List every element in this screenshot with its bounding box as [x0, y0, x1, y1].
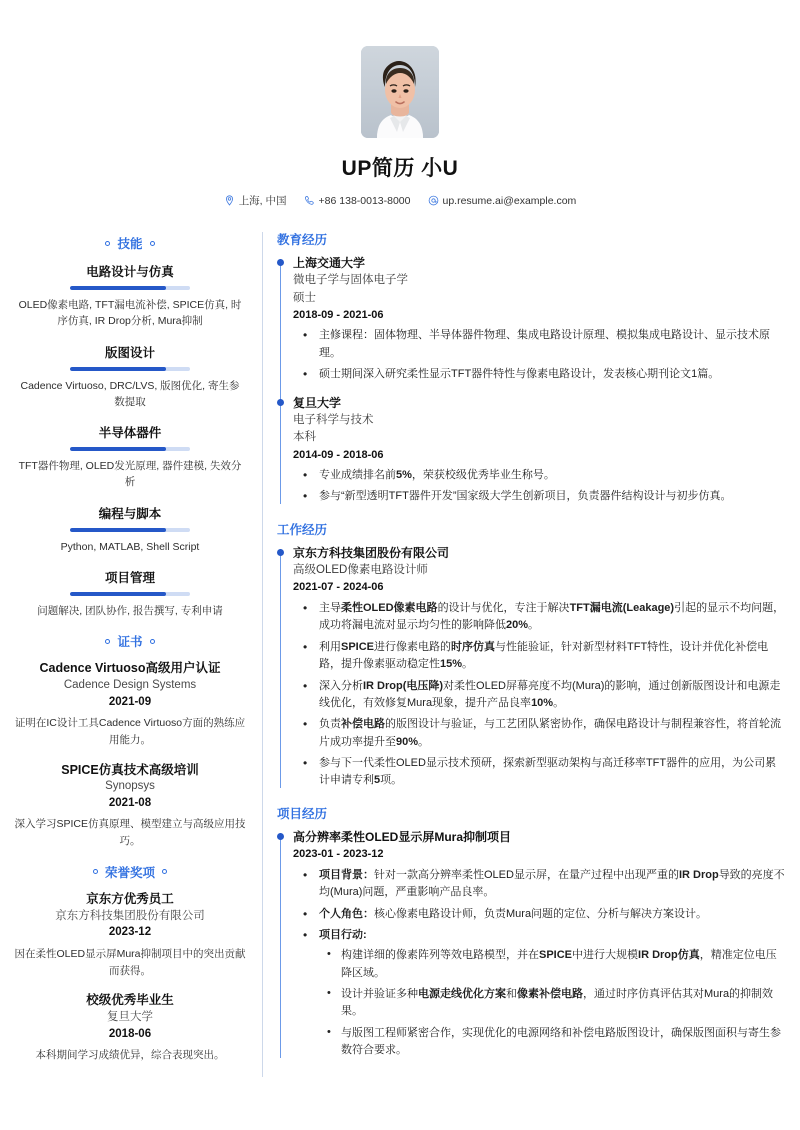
skill-level-fill	[70, 367, 166, 371]
credential-item	[10, 762, 250, 850]
contact-location	[224, 193, 287, 208]
bullet-item: • 主修课程：固体物理、半导体器件物理、集成电路设计原理、模拟集成电路设计、显示技术原理。	[293, 327, 786, 362]
credential-item	[10, 660, 250, 748]
bullet-item: • 个人角色：核心像素电路设计师，负责Mura问题的定位、分析与解决方案设计。	[293, 906, 786, 923]
section-work	[277, 520, 786, 790]
page-title: UP简历 小U	[341, 157, 459, 180]
section-education	[277, 230, 786, 506]
skill-description: Cadence Virtuoso, DRC/LVS, 版图优化, 寄生参数提取	[20, 379, 240, 408]
date-range: 2014-09 - 2018-06	[293, 448, 384, 461]
skill-level-bar	[70, 528, 190, 532]
credential-title: 校级优秀毕业生	[86, 993, 174, 1008]
skill-description: OLED像素电路, TFT漏电流补偿, SPICE仿真, 时序仿真, IR Drop分析, Mura抑制	[18, 299, 242, 328]
education-bullets	[293, 327, 786, 383]
contact-phone	[304, 195, 411, 207]
skill-description: Python, MATLAB, Shell Script	[60, 540, 200, 553]
work-entry	[293, 545, 786, 790]
work-bullets	[293, 600, 786, 790]
skill-name: 电路设计与仿真	[86, 265, 174, 279]
sidebar	[10, 230, 262, 1077]
education-entry	[293, 255, 786, 384]
education-entry	[293, 395, 786, 506]
sidebar-section-skills-title	[10, 234, 250, 252]
skill-level-fill	[70, 447, 166, 451]
degree: 硕士	[293, 291, 316, 304]
credential-description: 证明在IC设计工具Cadence Virtuoso方面的熟练应用能力。	[14, 716, 246, 746]
bullet-item: • 专业成绩排名前5%，荣获校级优秀毕业生称号。	[293, 467, 786, 484]
credential-description: 因在柔性OLED显示屏Mura抑制项目中的突出贡献而获得。	[14, 947, 246, 977]
ring-right-icon	[150, 639, 155, 644]
credential-title: SPICE仿真技术高级培训	[61, 762, 199, 777]
ring-left-icon	[93, 869, 98, 874]
credential-org: Cadence Design Systems	[63, 679, 197, 691]
skills-title-text: 技能	[117, 237, 143, 251]
sub-bullet-item: • 构建详细的像素阵列等效电路模型，并在SPICE中进行大规模IR Drop仿真，精准定位电压降区域。	[319, 947, 786, 982]
skill-level-fill	[70, 286, 166, 290]
work-title: 工作经历	[277, 522, 328, 537]
degree: 本科	[293, 431, 316, 444]
education-timeline	[277, 255, 786, 506]
skill-level-bar	[70, 286, 190, 290]
sub-bullet-item: • 与版图工程师紧密合作，实现优化的电源网络和补偿电路版图设计，确保版图面积与寄生参数符合要求。	[319, 1025, 786, 1060]
date-range: 2021-07 - 2024-06	[293, 581, 384, 594]
credential-item	[10, 992, 250, 1064]
contact-email-text: up.resume.ai@example.com	[442, 194, 577, 207]
credential-org: 京东方科技集团股份有限公司	[55, 909, 205, 922]
honors-title-text: 荣誉奖项	[104, 865, 155, 880]
bullet-item: • 硕士期间深入研究柔性显示TFT器件特性与像素电路设计，发表核心期刊论文1篇。	[293, 366, 786, 383]
skill-level-bar	[70, 367, 190, 371]
bullet-item: • 参与下一代柔性OLED显示技术预研，探索新型驱动架构与高迁移率TFT器件的应用，为公司累计申请专利5项。	[293, 755, 786, 790]
resume-header	[0, 0, 800, 208]
project-timeline	[277, 829, 786, 1060]
ring-right-icon	[150, 241, 155, 246]
avatar	[361, 46, 439, 138]
skill-level-fill	[70, 592, 166, 596]
skill-name: 项目管理	[104, 570, 155, 585]
certificates-list	[10, 660, 250, 850]
skill-name: 编程与脚本	[98, 506, 162, 521]
major: 电子科学与技术	[293, 414, 374, 426]
contact-phone-text: +86 138-0013-8000	[318, 194, 411, 207]
skill-level-bar	[70, 447, 190, 451]
bullet-item: • 深入分析IR Drop(电压降)对柔性OLED屏幕亮度不均(Mura)的影响，通过创新版图设计和电源走线优化，有效修复Mura现象，提升产品良率10%。	[293, 678, 786, 713]
skill-level-bar	[70, 592, 190, 596]
credential-item	[10, 891, 250, 979]
date-range: 2023-01 - 2023-12	[293, 848, 384, 861]
credential-date: 2021-09	[108, 695, 152, 708]
resume-body	[0, 230, 800, 1077]
bullet-item: • 项目行动: • 构建详细的像素阵列等效电路模型，并在SPICE中进行大规模IR Drop仿真，精准定位电压降区域。 • 设计并验证多种电源走线优化方案和像素补偿电路，通过时序仿真评估其对Mura的抑制效果。 • 与版图工程师紧密合作，实现优化的电源网络和补偿电路版图设计，确保版图面积与寄生参数符合要求。	[293, 927, 786, 1060]
ring-right-icon	[162, 869, 167, 874]
credential-org: 复旦大学	[107, 1011, 153, 1024]
skill-description: TFT器件物理, OLED发光原理, 器件建模, 失效分析	[18, 460, 242, 489]
project-sub-bullets	[319, 947, 786, 1059]
section-projects	[277, 804, 786, 1060]
work-timeline	[277, 545, 786, 790]
honors-list	[10, 891, 250, 1064]
ring-left-icon	[105, 241, 110, 246]
credential-description: 深入学习SPICE仿真原理、模型建立与高级应用技巧。	[14, 818, 246, 848]
skill-description: 问题解决, 团队协作, 报告撰写, 专利申请	[37, 604, 223, 617]
school-name: 复旦大学	[293, 395, 342, 410]
project-entry	[293, 829, 786, 1060]
bullet-item: • 项目背景：针对一款高分辨率柔性OLED显示屏，在量产过程中出现严重的IR Drop导致的亮度不均(Mura)问题，严重影响产品良率。	[293, 867, 786, 902]
project-name: 高分辨率柔性OLED显示屏Mura抑制项目	[293, 829, 512, 844]
sub-bullet-item: • 设计并验证多种电源走线优化方案和像素补偿电路，通过时序仿真评估其对Mura的抑制效果。	[319, 986, 786, 1021]
location-pin-icon	[224, 195, 235, 206]
school-name: 上海交通大学	[293, 256, 366, 270]
bullet-item: • 主导柔性OLED像素电路的设计与优化，专注于解决TFT漏电流(Leakage)引起的显示不均问题，成功将漏电流对显示均匀性的影响降低20%。	[293, 600, 786, 635]
major: 微电子学与固体电子学	[293, 274, 408, 287]
credential-title: Cadence Virtuoso高级用户认证	[39, 661, 221, 676]
portrait-photo-icon	[361, 46, 439, 138]
main-column	[263, 230, 786, 1077]
skill-item	[10, 262, 250, 330]
skill-name: 版图设计	[104, 345, 155, 360]
credential-date: 2018-06	[108, 1027, 152, 1040]
contact-email	[428, 195, 577, 207]
skill-item	[10, 504, 250, 555]
skill-level-fill	[70, 528, 166, 532]
ring-left-icon	[105, 639, 110, 644]
bullet-item: • 参与“新型透明TFT器件开发”国家级大学生创新项目，负责器件结构设计与初步仿真。	[293, 488, 786, 505]
skill-item	[10, 343, 250, 411]
education-bullets	[293, 467, 786, 506]
skills-list	[10, 262, 250, 619]
bullet-item: • 利用SPICE进行像素电路的时序仿真与性能验证，针对新型材料TFT特性，设计并优化补偿电路，提升像素驱动稳定性15%。	[293, 639, 786, 674]
contact-location-text: 上海, 中国	[238, 195, 287, 207]
company-name: 京东方科技集团股份有限公司	[293, 545, 450, 560]
skill-item	[10, 568, 250, 619]
credential-title: 京东方优秀员工	[86, 891, 174, 906]
contact-list	[0, 193, 800, 208]
credential-org: Synopsys	[105, 780, 155, 793]
date-range: 2018-09 - 2021-06	[293, 308, 384, 321]
phone-icon	[304, 195, 315, 206]
project-title: 项目经历	[277, 806, 328, 821]
job-role: 高级OLED像素电路设计师	[293, 564, 428, 577]
bullet-item: • 负责补偿电路的版图设计与验证，与工艺团队紧密协作，确保电路设计与制程兼容性，将首轮流片成功率提升至90%。	[293, 716, 786, 751]
credential-date: 2021-08	[108, 797, 152, 810]
email-at-icon	[428, 195, 439, 206]
sidebar-section-honors-title	[10, 863, 250, 881]
credential-date: 2023-12	[108, 926, 152, 939]
credential-description: 本科期间学习成绩优异，综合表现突出。	[35, 1049, 225, 1062]
education-title: 教育经历	[277, 233, 328, 247]
certificates-title-text: 证书	[117, 635, 143, 650]
skill-item	[10, 423, 250, 491]
project-bullets	[293, 867, 786, 1060]
sidebar-section-certificates-title	[10, 632, 250, 650]
skill-name: 半导体器件	[98, 426, 162, 441]
